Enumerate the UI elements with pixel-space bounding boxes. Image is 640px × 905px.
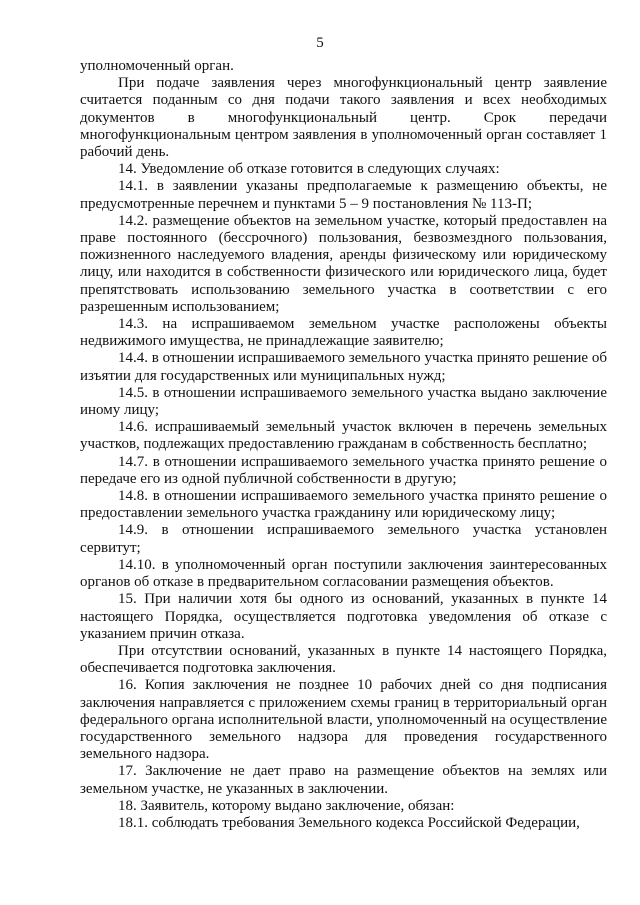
paragraph: 14.9. в отношении испрашиваемого земельного участка установлен сервитут; — [80, 522, 607, 556]
paragraph: 17. Заключение не дает право на размещение объектов на землях или земельном участке, не указанных в заключении. — [80, 763, 607, 797]
paragraph: При подаче заявления через многофункциональный центр заявление считается поданным со дня подачи такого заявления и всех необходимых документов в многофункциональный центр. Срок передачи многофункциональным центром заявления в уполномоченный орган составляет 1 рабочий день. — [80, 75, 607, 161]
paragraph: 18. Заявитель, которому выдано заключение, обязан: — [118, 797, 455, 814]
paragraph: 14.8. в отношении испрашиваемого земельного участка принято решение о предоставлении земельного участка гражданину или юридическому лицу; — [80, 488, 607, 522]
paragraph: 16. Копия заключения не позднее 10 рабочих дней со дня подписания заключения направляется с приложением схемы границ в территориальный орган федерального органа исполнительной власти, уполномоченный на осуществление государственного земельного надзора для проведения государственного земельного надзора. — [80, 677, 607, 763]
paragraph: 14.7. в отношении испрашиваемого земельного участка принято решение о передаче его из одной публичной собственности в другую; — [80, 453, 607, 487]
paragraph: 14.3. на испрашиваемом земельном участке расположены объекты недвижимого имущества, не принадлежащие заявителю; — [80, 316, 607, 350]
paragraph: 14.1. в заявлении указаны предполагаемые к размещению объекты, не предусмотренные перечнем и пунктами 5 – 9 постановления № 113-П; — [80, 178, 607, 212]
paragraph: 14.6. испрашиваемый земельный участок включен в перечень земельных участков, подлежащих предоставлению гражданам в собственность бесплатно; — [80, 419, 607, 453]
paragraph: 14.2. размещение объектов на земельном участке, который предоставлен на праве постоянного (бессрочного) пользования, безвозмездного пользования, пожизненного наследуемого владения, аренды физическому или юридическому лицу, или находится в собственности физического или юридического лица, будет препятствовать использованию земельного участка в соответствии с его разрешенным использованием; — [80, 212, 607, 315]
paragraph: 18.1. соблюдать требования Земельного кодекса Российской Федерации, — [118, 814, 580, 831]
paragraph: 14. Уведомление об отказе готовится в следующих случаях: — [118, 161, 500, 178]
paragraph: 14.5. в отношении испрашиваемого земельного участка выдано заключение иному лицу; — [80, 384, 607, 419]
paragraph: 15. При наличии хотя бы одного из оснований, указанных в пункте 14 настоящего Порядка, осуществляется подготовка уведомления об отказе с указанием причин отказа. — [80, 591, 607, 642]
page-number: 5 — [316, 35, 324, 51]
paragraph: 14.10. в уполномоченный орган поступили заключения заинтересованных органов об отказе в предварительном согласовании размещения объектов. — [80, 556, 607, 591]
paragraph: При отсутствии оснований, указанных в пункте 14 настоящего Порядка, обеспечивается подготовка заключения. — [80, 642, 607, 677]
paragraph: 14.4. в отношении испрашиваемого земельного участка принято решение об изъятии для государственных или муниципальных нужд; — [80, 350, 607, 384]
paragraph: уполномоченный орган. — [80, 58, 234, 74]
document-body — [80, 58, 607, 832]
